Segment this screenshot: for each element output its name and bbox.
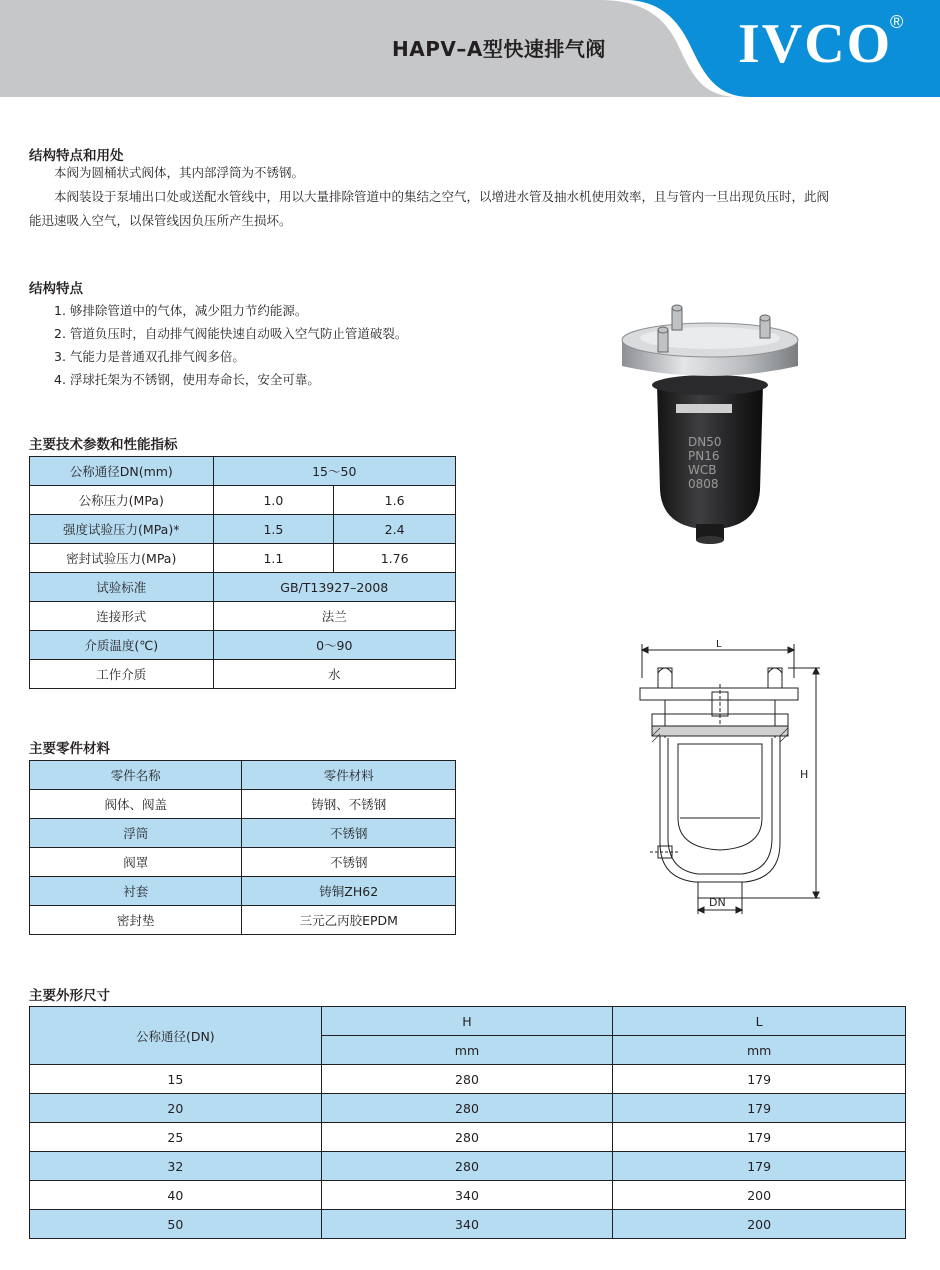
table-header-cell: 零件材料 (242, 761, 456, 790)
table-row (30, 631, 456, 660)
dimensions-table (29, 1006, 906, 1239)
table-cell: 1.1 (213, 544, 334, 573)
table-cell: 1.6 (334, 486, 456, 515)
table-row (30, 848, 456, 877)
valve-drawing (620, 638, 830, 918)
table-header-cell: 公称通径(DN) (30, 1007, 322, 1065)
table-cell: 15 (30, 1065, 322, 1094)
table-row (30, 877, 456, 906)
table-row (30, 1210, 906, 1239)
table-row (30, 660, 456, 689)
dimension-label-l: L (716, 639, 722, 650)
table-header-row (30, 1007, 906, 1036)
table-cell: 179 (613, 1123, 906, 1152)
table-cell: 280 (321, 1094, 613, 1123)
usage-paragraph-2a: 本阀装设于泵埔出口处或送配水管线中，用以大量排除管道中的集结之空气，以增进水管及抽水机使用效率，且与管内一旦出现负压时，此阀 (54, 189, 830, 204)
table-cell: 公称通径DN(mm) (30, 457, 214, 486)
table-row (30, 1065, 906, 1094)
usage-heading: 结构特点和用处 (29, 148, 124, 164)
dimension-label-dn: DN (709, 896, 726, 909)
table-row (30, 906, 456, 935)
table-cell: 200 (613, 1210, 906, 1239)
brand-logo: IVCO (738, 13, 893, 75)
table-cell: 不锈钢 (242, 819, 456, 848)
table-cell: 连接形式 (30, 602, 214, 631)
table-cell: 强度试验压力(MPa)* (30, 515, 214, 544)
table-cell: 280 (321, 1065, 613, 1094)
page-title: HAPV–A型快速排气阀 (392, 37, 606, 61)
table-cell: 铸铜ZH62 (242, 877, 456, 906)
table-cell: 200 (613, 1181, 906, 1210)
table-cell: 15～50 (213, 457, 455, 486)
table-cell: 工作介质 (30, 660, 214, 689)
table-cell: 340 (321, 1210, 613, 1239)
table-row (30, 457, 456, 486)
feature-item: 2. 管道负压时，自动排气阀能快速自动吸入空气防止管道破裂。 (54, 326, 408, 341)
table-row (30, 790, 456, 819)
table-cell: 密封垫 (30, 906, 242, 935)
usage-paragraph-2b: 能迅速吸入空气，以保管线因负压所产生损坏。 (29, 213, 292, 228)
table-header-cell: mm (613, 1036, 906, 1065)
table-cell: 不锈钢 (242, 848, 456, 877)
table-header-row (30, 761, 456, 790)
casting-mark: WCB (688, 463, 717, 477)
table-cell: 1.5 (213, 515, 334, 544)
table-cell: 20 (30, 1094, 322, 1123)
table-cell: 25 (30, 1123, 322, 1152)
table-header-cell: L (613, 1007, 906, 1036)
table-cell: 32 (30, 1152, 322, 1181)
materials-table (29, 760, 456, 935)
table-cell: 阀罩 (30, 848, 242, 877)
table-cell: 水 (213, 660, 455, 689)
registered-mark: ® (890, 12, 904, 32)
table-cell: 1.76 (334, 544, 456, 573)
table-row (30, 573, 456, 602)
table-row (30, 1152, 906, 1181)
table-cell: 179 (613, 1094, 906, 1123)
table-cell: 浮筒 (30, 819, 242, 848)
table-header-cell: H (321, 1007, 613, 1036)
feature-item: 1. 够排除管道中的气体，减少阻力节约能源。 (54, 303, 308, 318)
valve-photo (610, 300, 810, 550)
table-cell: 50 (30, 1210, 322, 1239)
casting-mark: 0808 (688, 477, 719, 491)
feature-item: 4. 浮球托架为不锈钢，使用寿命长，安全可靠。 (54, 372, 320, 387)
table-cell: 公称压力(MPa) (30, 486, 214, 515)
table-cell: 密封试验压力(MPa) (30, 544, 214, 573)
table-row (30, 602, 456, 631)
table-cell: 179 (613, 1152, 906, 1181)
table-cell: 1.0 (213, 486, 334, 515)
specs-heading: 主要技术参数和性能指标 (29, 437, 178, 453)
dimension-label-h: H (800, 768, 809, 781)
feature-item: 3. 气能力是普通双孔排气阀多倍。 (54, 349, 245, 364)
table-row (30, 1123, 906, 1152)
table-row (30, 1094, 906, 1123)
table-cell: 法兰 (213, 602, 455, 631)
table-row (30, 515, 456, 544)
table-cell: 试验标准 (30, 573, 214, 602)
table-cell: 2.4 (334, 515, 456, 544)
page-header (0, 0, 940, 97)
table-cell: GB/T13927–2008 (213, 573, 455, 602)
table-header-cell: mm (321, 1036, 613, 1065)
table-row (30, 486, 456, 515)
table-cell: 179 (613, 1065, 906, 1094)
table-cell: 三元乙丙胶EPDM (242, 906, 456, 935)
table-row (30, 819, 456, 848)
casting-mark: DN50 (688, 435, 722, 449)
dimensions-heading: 主要外形尺寸 (29, 988, 110, 1004)
table-cell: 阀体、阀盖 (30, 790, 242, 819)
table-row (30, 1181, 906, 1210)
specs-table (29, 456, 456, 689)
table-row (30, 544, 456, 573)
table-cell: 40 (30, 1181, 322, 1210)
table-cell: 0～90 (213, 631, 455, 660)
table-header-cell: 零件名称 (30, 761, 242, 790)
usage-paragraph-1: 本阀为圆桶状式阀体，其内部浮筒为不锈钢。 (54, 165, 305, 180)
table-cell: 介质温度(℃) (30, 631, 214, 660)
table-cell: 280 (321, 1123, 613, 1152)
table-cell: 280 (321, 1152, 613, 1181)
materials-heading: 主要零件材料 (29, 741, 110, 757)
features-heading: 结构特点 (29, 281, 83, 297)
table-cell: 铸钢、不锈钢 (242, 790, 456, 819)
table-cell: 衬套 (30, 877, 242, 906)
casting-mark: PN16 (688, 449, 720, 463)
table-cell: 340 (321, 1181, 613, 1210)
